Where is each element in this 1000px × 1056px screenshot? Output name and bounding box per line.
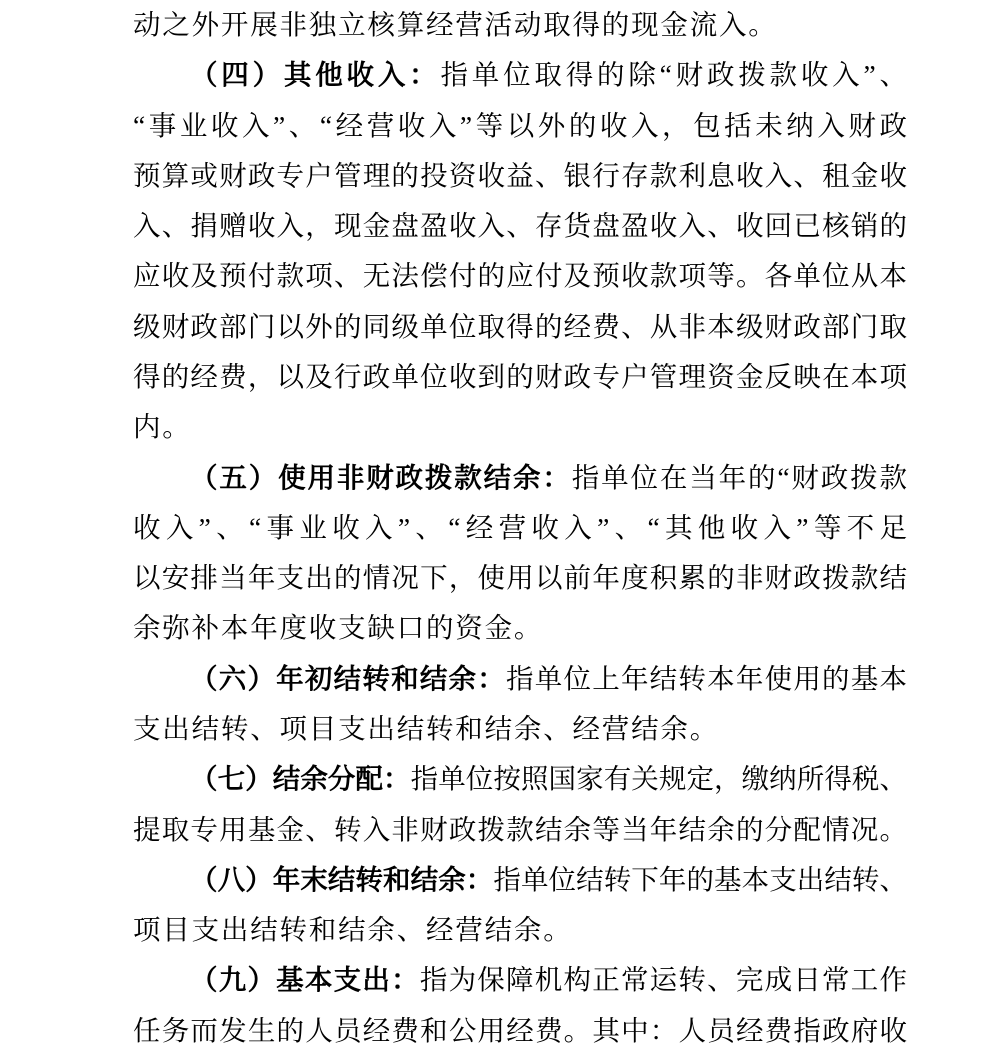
para-4-other-income-line-6: 级财政部门以外的同级单位取得的经费、从非本级财政部门取 [133, 310, 907, 342]
para-5-use-of-non-fiscal-balance-line-3: 以安排当年支出的情况下，使用以前年度积累的非财政拨款结 [133, 562, 907, 594]
para-7-balance-distribution-line-1: （七）结余分配：指单位按照国家有关规定，缴纳所得税、 [190, 763, 907, 795]
para-4-other-income-line-2: “事业收入”、“经营收入”等以外的收入，包括未纳入财政 [133, 109, 907, 141]
paragraph-heading: （七）结余分配： [190, 763, 411, 795]
para-8-year-end-carryover-line-2: 项目支出结转和结余、经营结余。 [133, 914, 573, 946]
paragraph-heading: （九）基本支出： [190, 964, 420, 996]
para-4-other-income-line-4: 入、捐赠收入，现金盘盈收入、存货盘盈收入、收回已核销的 [133, 210, 907, 242]
para-cashflow-continuation-line-1: 动之外开展非独立核算经营活动取得的现金流入。 [133, 9, 778, 40]
paragraph-heading: （八）年末结转和结余： [190, 863, 494, 895]
para-4-other-income-line-8: 内。 [133, 411, 192, 443]
para-8-year-end-carryover-line-1: （八）年末结转和结余：指单位结转下年的基本支出结转、 [190, 863, 908, 895]
para-9-basic-expenditure-line-2: 任务而发生的人员经费和公用经费。其中：人员经费指政府收 [133, 1014, 907, 1046]
para-4-other-income-line-7: 得的经费，以及行政单位收到的财政专户管理资金反映在本项 [133, 360, 907, 392]
para-7-balance-distribution-line-2: 提取专用基金、转入非财政拨款结余等当年结余的分配情况。 [133, 813, 907, 845]
para-4-other-income-line-1: （四）其他收入：指单位取得的除“财政拨款收入”、 [190, 59, 907, 91]
para-9-basic-expenditure-line-1: （九）基本支出：指为保障机构正常运转、完成日常工作 [190, 964, 908, 996]
document-body [133, 0, 907, 1056]
para-6-beginning-year-carryover-line-2: 支出结转、项目支出结转和结余、经营结余。 [133, 712, 719, 744]
para-6-beginning-year-carryover-line-1: （六）年初结转和结余：指单位上年结转本年使用的基本 [190, 662, 908, 694]
para-5-use-of-non-fiscal-balance-line-4: 余弥补本年度收支缺口的资金。 [133, 612, 544, 644]
para-4-other-income-line-5: 应收及预付款项、无法偿付的应付及预收款项等。各单位从本 [133, 260, 907, 292]
para-5-use-of-non-fiscal-balance-line-2: 收入”、“事业收入”、“经营收入”、“其他收入”等不足 [133, 511, 907, 543]
paragraph-heading: （六）年初结转和结余： [190, 662, 507, 694]
para-4-other-income-line-3: 预算或财政专户管理的投资收益、银行存款利息收入、租金收 [133, 159, 907, 191]
paragraph-heading: （五）使用非财政拨款结余： [190, 461, 572, 493]
paragraph-heading: （四）其他收入： [190, 59, 441, 91]
para-5-use-of-non-fiscal-balance-line-1: （五）使用非财政拨款结余：指单位在当年的“财政拨款 [190, 461, 907, 493]
